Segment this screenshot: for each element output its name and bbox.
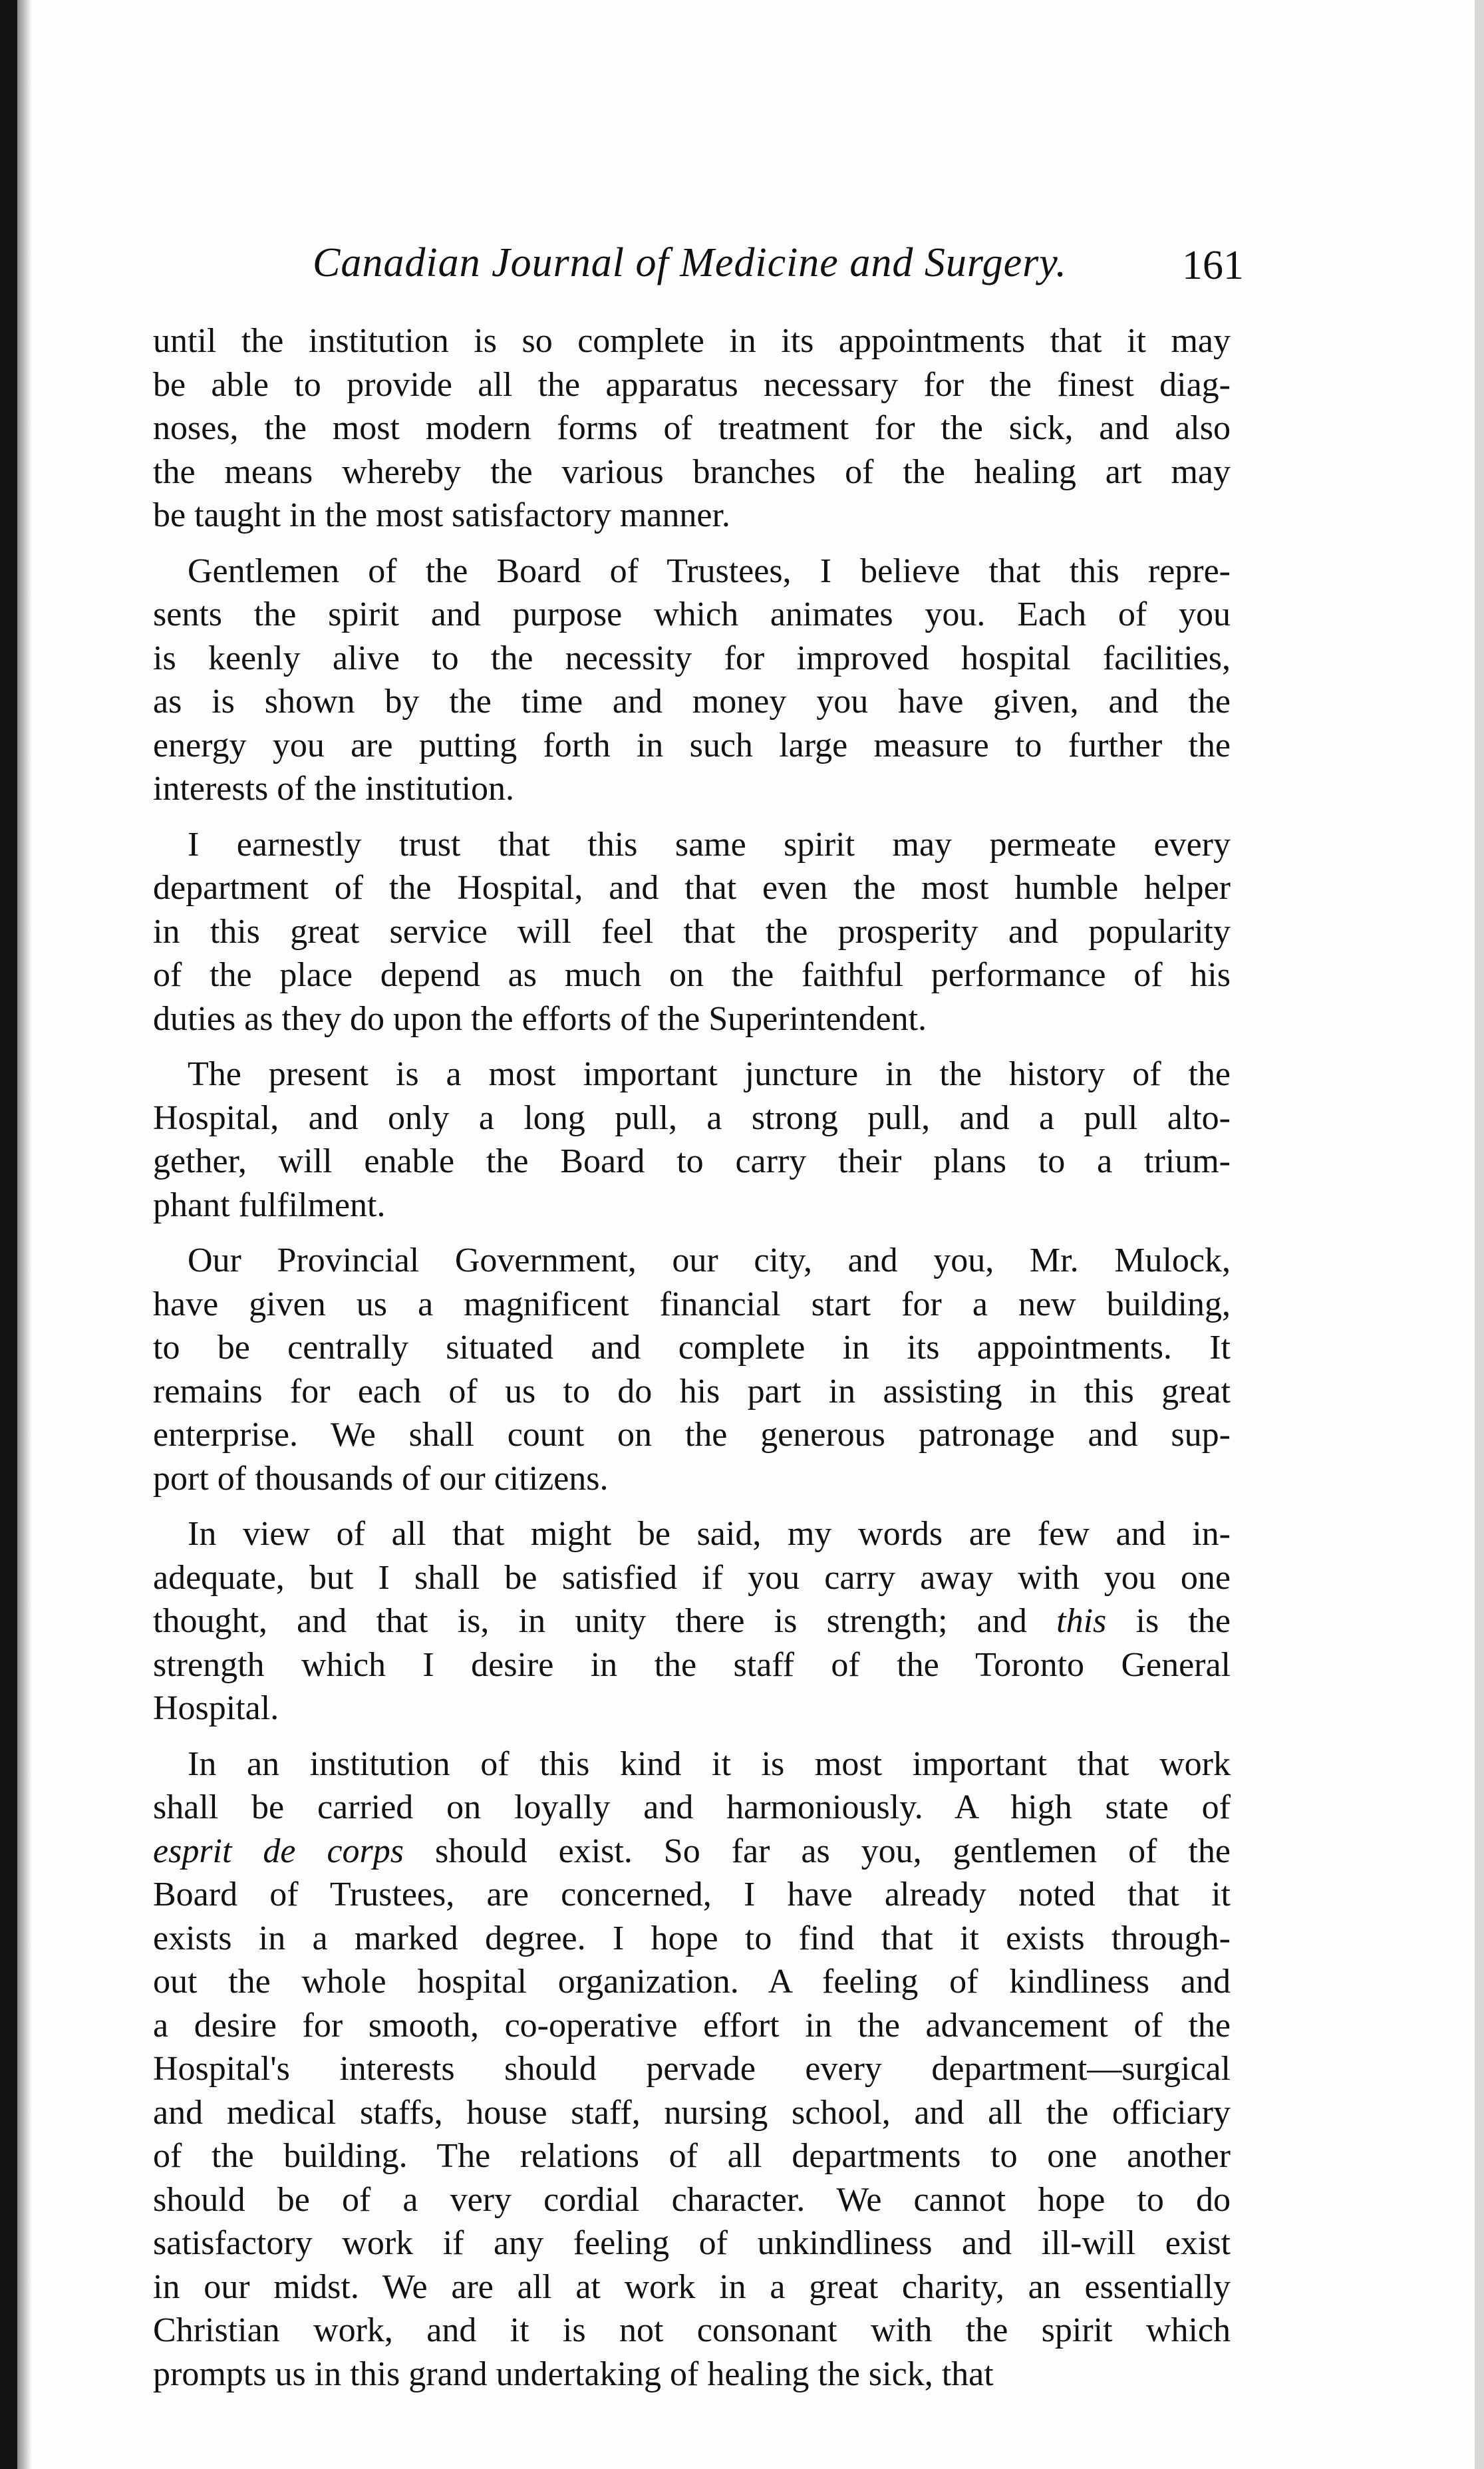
text-line: Board of Trustees, are concerned, I have already noted that it — [153, 1876, 1231, 1913]
text-line: enterprise. We shall count on the generous patronage and sup- — [153, 1416, 1231, 1454]
text-line: of the building. The relations of all departments to one another — [153, 2137, 1231, 2175]
text-line: gether, will enable the Board to carry their plans to a trium- — [153, 1142, 1231, 1180]
text-line: In an institution of this kind it is most important that work — [188, 1744, 1231, 1783]
text-line: the means whereby the various branches of the healing art may — [153, 452, 1231, 491]
text-line: Hospital, and only a long pull, a strong pull, and a pull alto- — [153, 1098, 1231, 1137]
journal-title: Canadian Journal of Medicine and Surgery. — [313, 240, 1067, 285]
text-line: until the institution is so complete in its appointments that it may — [153, 322, 1231, 360]
text-line: to be centrally situated and complete in its appointments. It — [153, 1329, 1231, 1367]
text-line: energy you are putting forth in such large measure to further the — [153, 726, 1231, 764]
text-line: a desire for smooth, co-operative effort in the advancement of the — [153, 2006, 1231, 2045]
paragraph — [153, 319, 1231, 538]
text-line: esprit de corps should exist. So far as you, gentlemen of the — [153, 1832, 1231, 1870]
text-line: as is shown by the time and money you have given, and the — [153, 683, 1231, 721]
text-line: Gentlemen of the Board of Trustees, I believe that this repre- — [188, 552, 1231, 590]
text-line: phant fulfilment. — [153, 1186, 386, 1224]
text-line: in this great service will feel that the prosperity and popularity — [153, 912, 1231, 951]
text-line: be able to provide all the apparatus necessary for the finest diag- — [153, 365, 1231, 404]
text-line: sents the spirit and purpose which animates you. Each of you — [153, 595, 1231, 633]
text-line: department of the Hospital, and that even the most humble helper — [153, 869, 1231, 907]
text-line: in our midst. We are all at work in a great charity, an essentially — [153, 2267, 1231, 2306]
body-text — [153, 319, 1231, 2408]
text-line: remains for each of us to do his part in assisting in this great — [153, 1372, 1231, 1410]
text-line: In view of all that might be said, my words are few and in- — [188, 1515, 1231, 1553]
paragraph — [153, 823, 1231, 1041]
text-line: be taught in the most satisfactory manner. — [153, 496, 730, 534]
text-line: Hospital's interests should pervade every department—surgical — [153, 2050, 1231, 2088]
text-line: have given us a magnificent financial start for a new building, — [153, 1285, 1231, 1323]
text-line: port of thousands of our citizens. — [153, 1459, 609, 1498]
paragraph — [153, 1239, 1231, 1500]
text-line: adequate, but I shall be satisfied if you carry away with you one — [153, 1558, 1231, 1597]
text-line: thought, and that is, in unity there is strength; and this is the — [153, 1602, 1231, 1640]
text-line: satisfactory work if any feeling of unkindliness and ill-will exist — [153, 2224, 1231, 2262]
text-line: interests of the institution. — [153, 770, 515, 808]
binding-shadow — [17, 0, 32, 2469]
text-line: is keenly alive to the necessity for improved hospital facilities, — [153, 639, 1231, 677]
text-line: prompts us in this grand undertaking of healing the sick, that — [153, 2355, 994, 2393]
page-right-edge — [1475, 0, 1484, 2469]
paragraph — [153, 1512, 1231, 1730]
text-line: I earnestly trust that this same spirit may permeate every — [188, 825, 1231, 864]
text-line: shall be carried on loyally and harmoniously. A high state of — [153, 1788, 1231, 1826]
page-number: 161 — [1182, 243, 1244, 288]
binding-edge — [0, 0, 17, 2469]
text-line: of the place depend as much on the faithful performance of his — [153, 956, 1231, 994]
text-line: exists in a marked degree. I hope to find that it exists through- — [153, 1919, 1231, 1957]
text-line: duties as they do upon the efforts of the Superintendent. — [153, 999, 927, 1038]
paragraph — [153, 1053, 1231, 1227]
text-line: should be of a very cordial character. We cannot hope to do — [153, 2180, 1231, 2219]
paragraph — [153, 550, 1231, 811]
text-line: The present is a most important juncture in the history of the — [188, 1055, 1231, 1093]
text-line: and medical staffs, house staff, nursing school, and all the officiary — [153, 2093, 1231, 2132]
running-header — [153, 226, 1244, 299]
text-line: strength which I desire in the staff of the Toronto General — [153, 1645, 1231, 1684]
text-line: noses, the most modern forms of treatment for the sick, and also — [153, 409, 1231, 447]
text-line: Our Provincial Government, our city, and you, Mr. Mulock, — [188, 1241, 1231, 1279]
text-line: Christian work, and it is not consonant with the spirit which — [153, 2311, 1231, 2349]
paragraph — [153, 1742, 1231, 2396]
text-line: out the whole hospital organization. A feeling of kindliness and — [153, 1963, 1231, 2001]
text-line: Hospital. — [153, 1689, 279, 1727]
